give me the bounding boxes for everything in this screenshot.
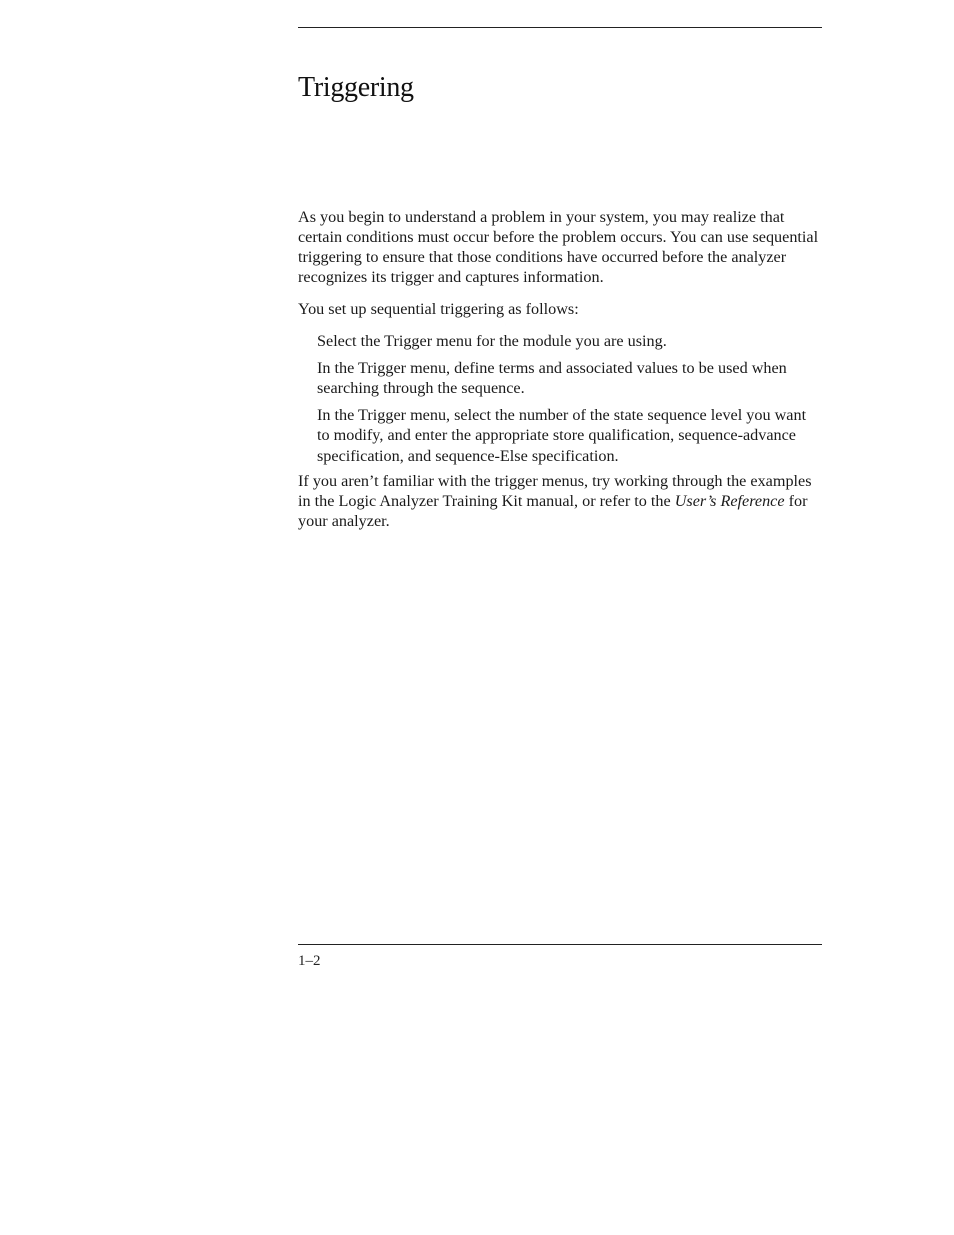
setup-step: In the Trigger menu, select the number of the state sequence level you want to modify, and enter the appropriate store qualification, sequence-advance specification, and sequence-Else specification. xyxy=(317,405,807,465)
users-reference-title: User’s Reference xyxy=(674,492,785,510)
setup-step: Select the Trigger menu for the module you are using. xyxy=(317,332,667,350)
setup-steps-list xyxy=(298,331,822,466)
closing-text-after: for your analyzer. xyxy=(298,492,808,530)
closing-text-before: If you aren’t familiar with the trigger menus, try working through the examples in the Logic Analyzer Training Kit manual, or refer to the xyxy=(298,472,812,510)
page-title: Triggering xyxy=(298,72,414,103)
setup-step: In the Trigger menu, define terms and associated values to be used when searching through the sequence. xyxy=(317,358,787,397)
setup-lead-paragraph: You set up sequential triggering as follows: xyxy=(298,300,579,318)
bottom-divider xyxy=(298,944,822,945)
intro-paragraph: As you begin to understand a problem in your system, you may realize that certain conditions must occur before the problem occurs. You can use sequential triggering to ensure that those conditions have occurred before the analyzer recognizes its trigger and captures information. xyxy=(298,208,819,286)
body-content xyxy=(298,207,822,531)
page-number: 1–2 xyxy=(298,953,321,969)
closing-paragraph xyxy=(298,471,822,531)
top-divider xyxy=(298,27,822,28)
